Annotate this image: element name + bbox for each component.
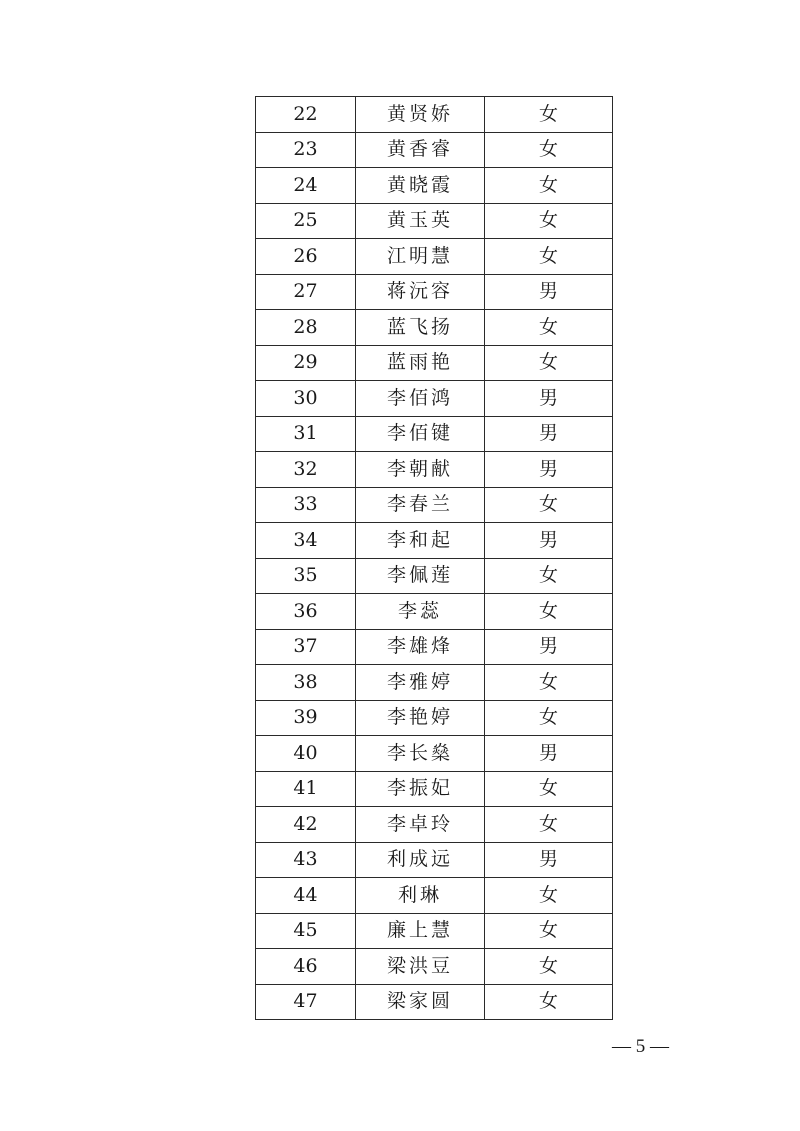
name-cell: 黄贤娇 [356, 97, 485, 133]
row-number-cell: 24 [256, 168, 356, 204]
gender-cell: 女 [485, 594, 613, 630]
row-number-cell: 26 [256, 239, 356, 275]
gender-cell: 男 [485, 416, 613, 452]
row-number-cell: 27 [256, 274, 356, 310]
gender-cell: 女 [485, 771, 613, 807]
table-row [256, 274, 613, 310]
table-row [256, 878, 613, 914]
name-cell: 梁洪豆 [356, 949, 485, 985]
name-cell: 李和起 [356, 523, 485, 559]
row-number-cell: 42 [256, 807, 356, 843]
row-number-cell: 30 [256, 381, 356, 417]
gender-cell: 女 [485, 168, 613, 204]
table-row [256, 949, 613, 985]
row-number-cell: 41 [256, 771, 356, 807]
name-cell: 李振妃 [356, 771, 485, 807]
row-number-cell: 47 [256, 984, 356, 1020]
row-number-cell: 33 [256, 487, 356, 523]
table-row [256, 842, 613, 878]
gender-cell: 女 [485, 807, 613, 843]
name-cell: 李卓玲 [356, 807, 485, 843]
row-number-cell: 28 [256, 310, 356, 346]
gender-cell: 女 [485, 949, 613, 985]
name-cell: 李艳婷 [356, 700, 485, 736]
gender-cell: 女 [485, 878, 613, 914]
roster-table [255, 96, 613, 1020]
table-row [256, 771, 613, 807]
row-number-cell: 22 [256, 97, 356, 133]
table-row [256, 594, 613, 630]
row-number-cell: 36 [256, 594, 356, 630]
gender-cell: 男 [485, 523, 613, 559]
row-number-cell: 23 [256, 132, 356, 168]
row-number-cell: 31 [256, 416, 356, 452]
table-row [256, 807, 613, 843]
table-row [256, 381, 613, 417]
table-row [256, 416, 613, 452]
name-cell: 黄香睿 [356, 132, 485, 168]
gender-cell: 女 [485, 239, 613, 275]
table-row [256, 239, 613, 275]
gender-cell: 女 [485, 913, 613, 949]
gender-cell: 女 [485, 984, 613, 1020]
gender-cell: 女 [485, 132, 613, 168]
gender-cell: 女 [485, 700, 613, 736]
gender-cell: 女 [485, 345, 613, 381]
row-number-cell: 40 [256, 736, 356, 772]
table-row [256, 97, 613, 133]
gender-cell: 女 [485, 487, 613, 523]
gender-cell: 男 [485, 381, 613, 417]
row-number-cell: 25 [256, 203, 356, 239]
name-cell: 李蕊 [356, 594, 485, 630]
table-row [256, 984, 613, 1020]
gender-cell: 女 [485, 203, 613, 239]
name-cell: 蒋沅容 [356, 274, 485, 310]
name-cell: 李佩莲 [356, 558, 485, 594]
name-cell: 蓝飞扬 [356, 310, 485, 346]
row-number-cell: 29 [256, 345, 356, 381]
name-cell: 蓝雨艳 [356, 345, 485, 381]
name-cell: 利琳 [356, 878, 485, 914]
row-number-cell: 35 [256, 558, 356, 594]
row-number-cell: 39 [256, 700, 356, 736]
gender-cell: 男 [485, 274, 613, 310]
name-cell: 李长燊 [356, 736, 485, 772]
name-cell: 李雄烽 [356, 629, 485, 665]
table-row [256, 132, 613, 168]
name-cell: 李佰鸿 [356, 381, 485, 417]
row-number-cell: 32 [256, 452, 356, 488]
gender-cell: 男 [485, 452, 613, 488]
row-number-cell: 37 [256, 629, 356, 665]
gender-cell: 女 [485, 665, 613, 701]
name-cell: 黄晓霞 [356, 168, 485, 204]
name-cell: 李佰键 [356, 416, 485, 452]
table-row [256, 523, 613, 559]
gender-cell: 男 [485, 842, 613, 878]
table-row [256, 203, 613, 239]
name-cell: 江明慧 [356, 239, 485, 275]
name-cell: 梁家圆 [356, 984, 485, 1020]
gender-cell: 男 [485, 736, 613, 772]
name-cell: 利成远 [356, 842, 485, 878]
table-row [256, 665, 613, 701]
gender-cell: 女 [485, 97, 613, 133]
gender-cell: 女 [485, 310, 613, 346]
table-row [256, 629, 613, 665]
name-cell: 李朝献 [356, 452, 485, 488]
table-row [256, 736, 613, 772]
table-row [256, 558, 613, 594]
page-number: — 5 — [612, 1036, 669, 1057]
name-cell: 廉上慧 [356, 913, 485, 949]
row-number-cell: 38 [256, 665, 356, 701]
table-row [256, 700, 613, 736]
row-number-cell: 43 [256, 842, 356, 878]
gender-cell: 女 [485, 558, 613, 594]
table-row [256, 168, 613, 204]
row-number-cell: 44 [256, 878, 356, 914]
table-row [256, 487, 613, 523]
table-row [256, 452, 613, 488]
table-row [256, 310, 613, 346]
row-number-cell: 46 [256, 949, 356, 985]
table-row [256, 913, 613, 949]
table-row [256, 345, 613, 381]
row-number-cell: 34 [256, 523, 356, 559]
roster-body [256, 97, 613, 1020]
row-number-cell: 45 [256, 913, 356, 949]
name-cell: 黄玉英 [356, 203, 485, 239]
name-cell: 李雅婷 [356, 665, 485, 701]
name-cell: 李春兰 [356, 487, 485, 523]
gender-cell: 男 [485, 629, 613, 665]
